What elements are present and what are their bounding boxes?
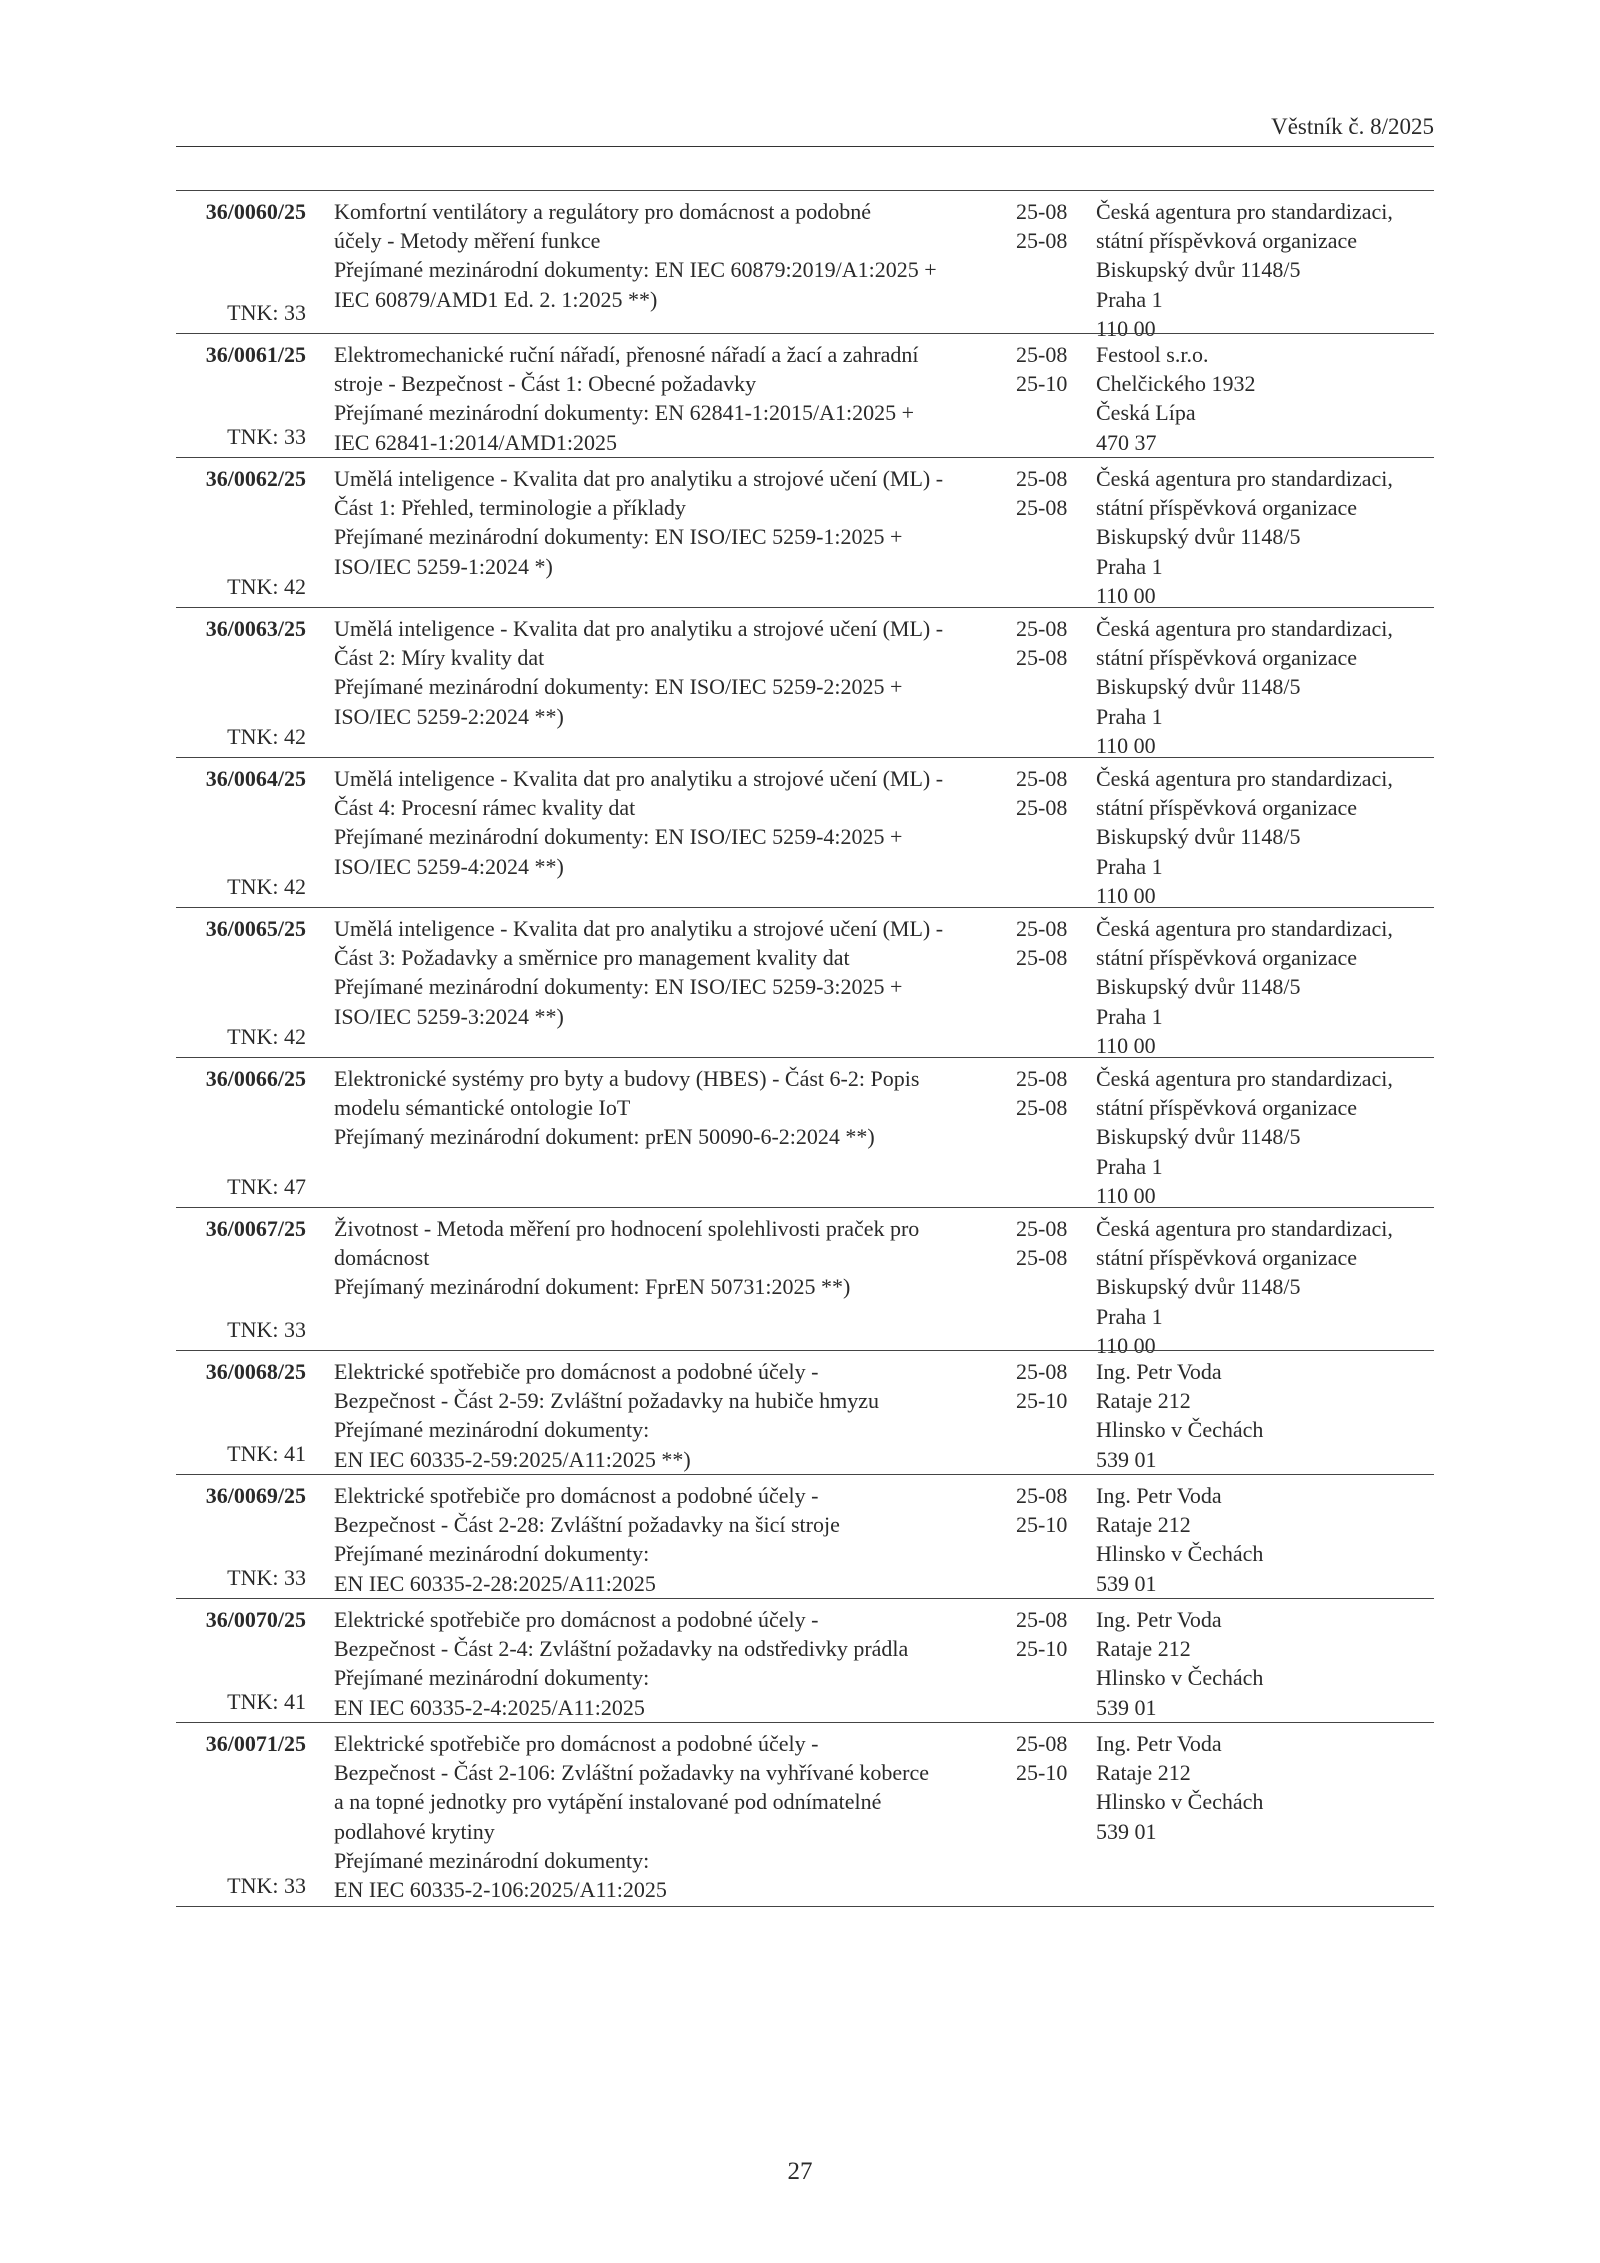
entry-organization-line: státní příspěvková organizace bbox=[1096, 1095, 1358, 1121]
entry-title-line: Přejímané mezinárodní dokumenty: EN 62841-1:2015/A1:2025 + bbox=[334, 400, 915, 426]
entry-title-line: ISO/IEC 5259-1:2024 *) bbox=[334, 553, 553, 579]
standard-entry bbox=[176, 457, 1434, 607]
entry-organization-line: 470 37 bbox=[1096, 429, 1157, 455]
entry-title-line: Přejímané mezinárodní dokumenty: EN ISO/IEC 5259-2:2025 + bbox=[334, 674, 903, 700]
entry-title bbox=[334, 1214, 984, 1302]
entry-number: 36/0062/25 bbox=[205, 466, 306, 491]
entry-organization-line: Chelčického 1932 bbox=[1096, 371, 1256, 397]
entry-organization-line: Praha 1 bbox=[1096, 1003, 1163, 1029]
entry-dates bbox=[1016, 1357, 1086, 1415]
entry-organization-line: Rataje 212 bbox=[1096, 1388, 1191, 1414]
entry-organization-line: Biskupský dvůr 1148/5 bbox=[1096, 1274, 1301, 1300]
entry-number: 36/0060/25 bbox=[205, 199, 306, 224]
entry-organization-line: státní příspěvková organizace bbox=[1096, 228, 1358, 254]
entry-title-line: Umělá inteligence - Kvalita dat pro analytiku a strojové učení (ML) - bbox=[334, 766, 944, 791]
entry-organization bbox=[1096, 1729, 1434, 1846]
entry-organization-line: Biskupský dvůr 1148/5 bbox=[1096, 257, 1301, 283]
entry-organization-line: 110 00 bbox=[1096, 1032, 1156, 1058]
entry-title-line: a na topné jednotky pro vytápění instalované pod odnímatelné bbox=[334, 1789, 882, 1815]
entry-title-line: Část 2: Míry kvality dat bbox=[334, 645, 545, 671]
entry-number: 36/0063/25 bbox=[205, 616, 306, 641]
entry-date: 25-10 bbox=[1016, 1388, 1068, 1414]
entry-number: 36/0071/25 bbox=[205, 1731, 306, 1756]
entry-organization-line: Hlinsko v Čechách bbox=[1096, 1789, 1264, 1815]
entry-title-line: Přejímané mezinárodní dokumenty: EN ISO/IEC 5259-3:2025 + bbox=[334, 974, 903, 1000]
entry-title-line: EN IEC 60335-2-28:2025/A11:2025 bbox=[334, 1570, 656, 1596]
entry-tnk: TNK: 41 bbox=[227, 1688, 306, 1714]
entry-date: 25-08 bbox=[1016, 1216, 1068, 1241]
entry-dates bbox=[1016, 764, 1086, 822]
entry-organization-line: Česká agentura pro standardizaci, bbox=[1096, 1066, 1393, 1091]
entry-title-line: Elektrické spotřebiče pro domácnost a podobné účely - bbox=[334, 1359, 819, 1384]
entry-organization-line: Festool s.r.o. bbox=[1096, 342, 1209, 367]
entry-title-line: Elektronické systémy pro byty a budovy (HBES) - Část 6-2: Popis bbox=[334, 1066, 920, 1091]
entry-date: 25-08 bbox=[1016, 945, 1068, 971]
entry-title bbox=[334, 1729, 984, 1904]
entry-dates bbox=[1016, 340, 1086, 398]
entry-title-line: Životnost - Metoda měření pro hodnocení spolehlivosti praček pro bbox=[334, 1216, 920, 1241]
entry-organization-line: 110 00 bbox=[1096, 732, 1156, 758]
entry-organization-line: Biskupský dvůr 1148/5 bbox=[1096, 1124, 1301, 1150]
entry-title bbox=[334, 1064, 984, 1152]
entry-date: 25-08 bbox=[1016, 228, 1068, 254]
entry-title-line: ISO/IEC 5259-3:2024 **) bbox=[334, 1003, 564, 1029]
entry-title-line: Přejímané mezinárodní dokumenty: bbox=[334, 1541, 650, 1567]
entry-organization-line: 539 01 bbox=[1096, 1694, 1157, 1720]
entry-organization-line: Biskupský dvůr 1148/5 bbox=[1096, 524, 1301, 550]
entry-date: 25-08 bbox=[1016, 495, 1068, 521]
entry-title bbox=[334, 464, 984, 581]
entry-organization-line: Ing. Petr Voda bbox=[1096, 1731, 1222, 1756]
entry-organization-line: Biskupský dvůr 1148/5 bbox=[1096, 824, 1301, 850]
standard-entry bbox=[176, 1598, 1434, 1722]
entry-tnk: TNK: 33 bbox=[227, 299, 306, 325]
entry-dates bbox=[1016, 1605, 1086, 1663]
entry-organization-line: Česká Lípa bbox=[1096, 400, 1196, 426]
entry-title-line: Elektromechanické ruční nářadí, přenosné nářadí a žací a zahradní bbox=[334, 342, 919, 367]
entry-organization-line: Hlinsko v Čechách bbox=[1096, 1541, 1264, 1567]
entry-dates bbox=[1016, 1064, 1086, 1122]
entry-tnk: TNK: 33 bbox=[227, 1564, 306, 1590]
entry-tnk: TNK: 33 bbox=[227, 423, 306, 449]
entry-title-line: EN IEC 60335-2-4:2025/A11:2025 bbox=[334, 1694, 645, 1720]
entry-organization-line: Česká agentura pro standardizaci, bbox=[1096, 466, 1393, 491]
standards-list bbox=[176, 190, 1434, 1907]
entry-date: 25-08 bbox=[1016, 1066, 1068, 1091]
entry-title bbox=[334, 764, 984, 881]
standard-entry bbox=[176, 1474, 1434, 1598]
entry-title bbox=[334, 614, 984, 731]
entry-organization-line: Česká agentura pro standardizaci, bbox=[1096, 916, 1393, 941]
entry-title-line: Elektrické spotřebiče pro domácnost a podobné účely - bbox=[334, 1483, 819, 1508]
entry-dates bbox=[1016, 614, 1086, 672]
entry-organization bbox=[1096, 340, 1434, 457]
entry-date: 25-10 bbox=[1016, 1636, 1068, 1662]
standard-entry bbox=[176, 607, 1434, 757]
entry-dates bbox=[1016, 914, 1086, 972]
entry-title-line: Elektrické spotřebiče pro domácnost a podobné účely - bbox=[334, 1607, 819, 1632]
entry-date: 25-08 bbox=[1016, 1607, 1068, 1632]
entry-organization-line: 539 01 bbox=[1096, 1570, 1157, 1596]
entry-organization-line: Česká agentura pro standardizaci, bbox=[1096, 199, 1393, 224]
entry-title-line: Bezpečnost - Část 2-106: Zvláštní požadavky na vyhřívané koberce bbox=[334, 1760, 930, 1786]
entry-organization-line: Praha 1 bbox=[1096, 1303, 1163, 1329]
entry-tnk: TNK: 33 bbox=[227, 1872, 306, 1898]
entry-organization bbox=[1096, 197, 1434, 343]
page-header bbox=[176, 112, 1434, 147]
bulletin-title: Věstník č. 8/2025 bbox=[1271, 114, 1434, 139]
entry-tnk: TNK: 41 bbox=[227, 1440, 306, 1466]
standard-entry bbox=[176, 1057, 1434, 1207]
entry-title-line: Přejímané mezinárodní dokumenty: EN ISO/IEC 5259-1:2025 + bbox=[334, 524, 903, 550]
entry-title-line: Umělá inteligence - Kvalita dat pro analytiku a strojové učení (ML) - bbox=[334, 916, 944, 941]
entry-organization-line: Praha 1 bbox=[1096, 853, 1163, 879]
entry-organization bbox=[1096, 1357, 1434, 1474]
entry-organization-line: 110 00 bbox=[1096, 582, 1156, 608]
entry-title-line: Část 1: Přehled, terminologie a příklady bbox=[334, 495, 686, 521]
entry-organization-line: 110 00 bbox=[1096, 882, 1156, 908]
entry-date: 25-08 bbox=[1016, 916, 1068, 941]
entry-organization-line: Rataje 212 bbox=[1096, 1760, 1191, 1786]
entry-title bbox=[334, 1357, 984, 1474]
entry-organization-line: státní příspěvková organizace bbox=[1096, 495, 1358, 521]
entry-date: 25-10 bbox=[1016, 1512, 1068, 1538]
entry-number: 36/0061/25 bbox=[205, 342, 306, 367]
entry-organization-line: Praha 1 bbox=[1096, 1153, 1163, 1179]
entry-number: 36/0066/25 bbox=[205, 1066, 306, 1091]
entry-organization-line: 110 00 bbox=[1096, 1182, 1156, 1208]
entry-organization-line: Biskupský dvůr 1148/5 bbox=[1096, 974, 1301, 1000]
entry-organization-line: Ing. Petr Voda bbox=[1096, 1359, 1222, 1384]
entry-title-line: Přejímané mezinárodní dokumenty: bbox=[334, 1665, 650, 1691]
entry-organization-line: Hlinsko v Čechách bbox=[1096, 1417, 1264, 1443]
standard-entry bbox=[176, 757, 1434, 907]
entry-organization-line: státní příspěvková organizace bbox=[1096, 645, 1358, 671]
entry-title-line: Elektrické spotřebiče pro domácnost a podobné účely - bbox=[334, 1731, 819, 1756]
entry-title-line: EN IEC 60335-2-106:2025/A11:2025 bbox=[334, 1877, 667, 1903]
entry-organization-line: státní příspěvková organizace bbox=[1096, 795, 1358, 821]
entry-title bbox=[334, 1481, 984, 1598]
standard-entry bbox=[176, 907, 1434, 1057]
entry-title-line: podlahové krytiny bbox=[334, 1818, 495, 1844]
entry-organization-line: státní příspěvková organizace bbox=[1096, 945, 1358, 971]
entry-date: 25-10 bbox=[1016, 1760, 1068, 1786]
entry-date: 25-08 bbox=[1016, 795, 1068, 821]
standard-entry bbox=[176, 1350, 1434, 1474]
entry-organization-line: 539 01 bbox=[1096, 1818, 1157, 1844]
entry-title-line: Bezpečnost - Část 2-28: Zvláštní požadavky na šicí stroje bbox=[334, 1512, 840, 1538]
entry-title-line: Umělá inteligence - Kvalita dat pro analytiku a strojové učení (ML) - bbox=[334, 466, 944, 491]
entry-date: 25-08 bbox=[1016, 766, 1068, 791]
entry-date: 25-08 bbox=[1016, 1483, 1068, 1508]
entry-title-line: Část 4: Procesní rámec kvality dat bbox=[334, 795, 636, 821]
entry-title-line: IEC 60879/AMD1 Ed. 2. 1:2025 **) bbox=[334, 286, 658, 312]
entry-organization-line: Biskupský dvůr 1148/5 bbox=[1096, 674, 1301, 700]
entry-title-line: Přejímané mezinárodní dokumenty: EN IEC 60879:2019/A1:2025 + bbox=[334, 257, 937, 283]
entry-date: 25-08 bbox=[1016, 1731, 1068, 1756]
entry-title-line: ISO/IEC 5259-2:2024 **) bbox=[334, 703, 564, 729]
entry-organization-line: Ing. Petr Voda bbox=[1096, 1483, 1222, 1508]
entry-title-line: ISO/IEC 5259-4:2024 **) bbox=[334, 853, 564, 879]
entry-organization-line: 110 00 bbox=[1096, 1332, 1156, 1358]
entry-title-line: Umělá inteligence - Kvalita dat pro analytiku a strojové učení (ML) - bbox=[334, 616, 944, 641]
entry-tnk: TNK: 47 bbox=[227, 1173, 306, 1199]
entry-date: 25-08 bbox=[1016, 1245, 1068, 1271]
entry-organization-line: 539 01 bbox=[1096, 1446, 1157, 1472]
entry-organization-line: Rataje 212 bbox=[1096, 1636, 1191, 1662]
page-number: 27 bbox=[787, 2158, 813, 2185]
entry-organization bbox=[1096, 1064, 1434, 1210]
entry-title-line: Přejímané mezinárodní dokumenty: bbox=[334, 1847, 650, 1873]
entry-organization bbox=[1096, 1605, 1434, 1722]
entry-title-line: modelu sémantické ontologie IoT bbox=[334, 1095, 631, 1121]
entry-number: 36/0069/25 bbox=[205, 1483, 306, 1508]
entry-title-line: Přejímané mezinárodní dokumenty: EN ISO/IEC 5259-4:2025 + bbox=[334, 824, 903, 850]
entry-organization-line: Praha 1 bbox=[1096, 286, 1163, 312]
entry-organization-line: Česká agentura pro standardizaci, bbox=[1096, 766, 1393, 791]
entry-date: 25-08 bbox=[1016, 1359, 1068, 1384]
entry-title-line: Bezpečnost - Část 2-4: Zvláštní požadavky na odstředivky prádla bbox=[334, 1636, 909, 1662]
entry-organization-line: 110 00 bbox=[1096, 315, 1156, 341]
entry-date: 25-08 bbox=[1016, 466, 1068, 491]
entry-dates bbox=[1016, 1214, 1086, 1272]
entry-dates bbox=[1016, 197, 1086, 255]
entry-title-line: Bezpečnost - Část 2-59: Zvláštní požadavky na hubiče hmyzu bbox=[334, 1388, 879, 1414]
entry-title-line: EN IEC 60335-2-59:2025/A11:2025 **) bbox=[334, 1446, 691, 1472]
entry-title-line: Přejímané mezinárodní dokumenty: bbox=[334, 1417, 650, 1443]
entry-number: 36/0064/25 bbox=[205, 766, 306, 791]
entry-organization bbox=[1096, 464, 1434, 610]
entry-title-line: Přejímaný mezinárodní dokument: FprEN 50731:2025 **) bbox=[334, 1274, 851, 1300]
entry-number: 36/0065/25 bbox=[205, 916, 306, 941]
entry-title-line: IEC 62841-1:2014/AMD1:2025 bbox=[334, 429, 617, 455]
entry-organization bbox=[1096, 1214, 1434, 1360]
entry-title bbox=[334, 914, 984, 1031]
entry-organization-line: Ing. Petr Voda bbox=[1096, 1607, 1222, 1632]
entry-number: 36/0068/25 bbox=[205, 1359, 306, 1384]
entry-tnk: TNK: 42 bbox=[227, 723, 306, 749]
entry-dates bbox=[1016, 1481, 1086, 1539]
entry-title-line: Část 3: Požadavky a směrnice pro management kvality dat bbox=[334, 945, 850, 971]
entry-title-line: účely - Metody měření funkce bbox=[334, 228, 601, 254]
standard-entry bbox=[176, 1722, 1434, 1907]
entry-date: 25-08 bbox=[1016, 616, 1068, 641]
entry-number: 36/0070/25 bbox=[205, 1607, 306, 1632]
entry-dates bbox=[1016, 464, 1086, 522]
entry-tnk: TNK: 42 bbox=[227, 573, 306, 599]
standard-entry bbox=[176, 1207, 1434, 1358]
entry-tnk: TNK: 42 bbox=[227, 1023, 306, 1049]
entry-date: 25-08 bbox=[1016, 1095, 1068, 1121]
entry-title-line: Přejímaný mezinárodní dokument: prEN 50090-6-2:2024 **) bbox=[334, 1124, 875, 1150]
entry-organization-line: státní příspěvková organizace bbox=[1096, 1245, 1358, 1271]
entry-title-line: Komfortní ventilátory a regulátory pro domácnost a podobné bbox=[334, 199, 872, 224]
entry-title-line: domácnost bbox=[334, 1245, 430, 1271]
entry-organization bbox=[1096, 1481, 1434, 1598]
entry-date: 25-08 bbox=[1016, 645, 1068, 671]
entry-organization-line: Praha 1 bbox=[1096, 553, 1163, 579]
standard-entry bbox=[176, 190, 1434, 341]
entry-title bbox=[334, 1605, 984, 1722]
entry-organization-line: Česká agentura pro standardizaci, bbox=[1096, 616, 1393, 641]
entry-organization-line: Hlinsko v Čechách bbox=[1096, 1665, 1264, 1691]
entry-date: 25-10 bbox=[1016, 371, 1068, 397]
entry-organization bbox=[1096, 764, 1434, 910]
entry-tnk: TNK: 33 bbox=[227, 1316, 306, 1342]
entry-title-line: stroje - Bezpečnost - Část 1: Obecné požadavky bbox=[334, 371, 757, 397]
entry-organization bbox=[1096, 614, 1434, 760]
standard-entry bbox=[176, 333, 1434, 457]
entry-dates bbox=[1016, 1729, 1086, 1787]
entry-date: 25-08 bbox=[1016, 199, 1068, 224]
entry-organization bbox=[1096, 914, 1434, 1060]
entry-organization-line: Praha 1 bbox=[1096, 703, 1163, 729]
entry-title bbox=[334, 340, 984, 457]
entry-organization-line: Rataje 212 bbox=[1096, 1512, 1191, 1538]
entry-date: 25-08 bbox=[1016, 342, 1068, 367]
entry-number: 36/0067/25 bbox=[205, 1216, 306, 1241]
entry-organization-line: Česká agentura pro standardizaci, bbox=[1096, 1216, 1393, 1241]
entry-tnk: TNK: 42 bbox=[227, 873, 306, 899]
entry-title bbox=[334, 197, 984, 314]
